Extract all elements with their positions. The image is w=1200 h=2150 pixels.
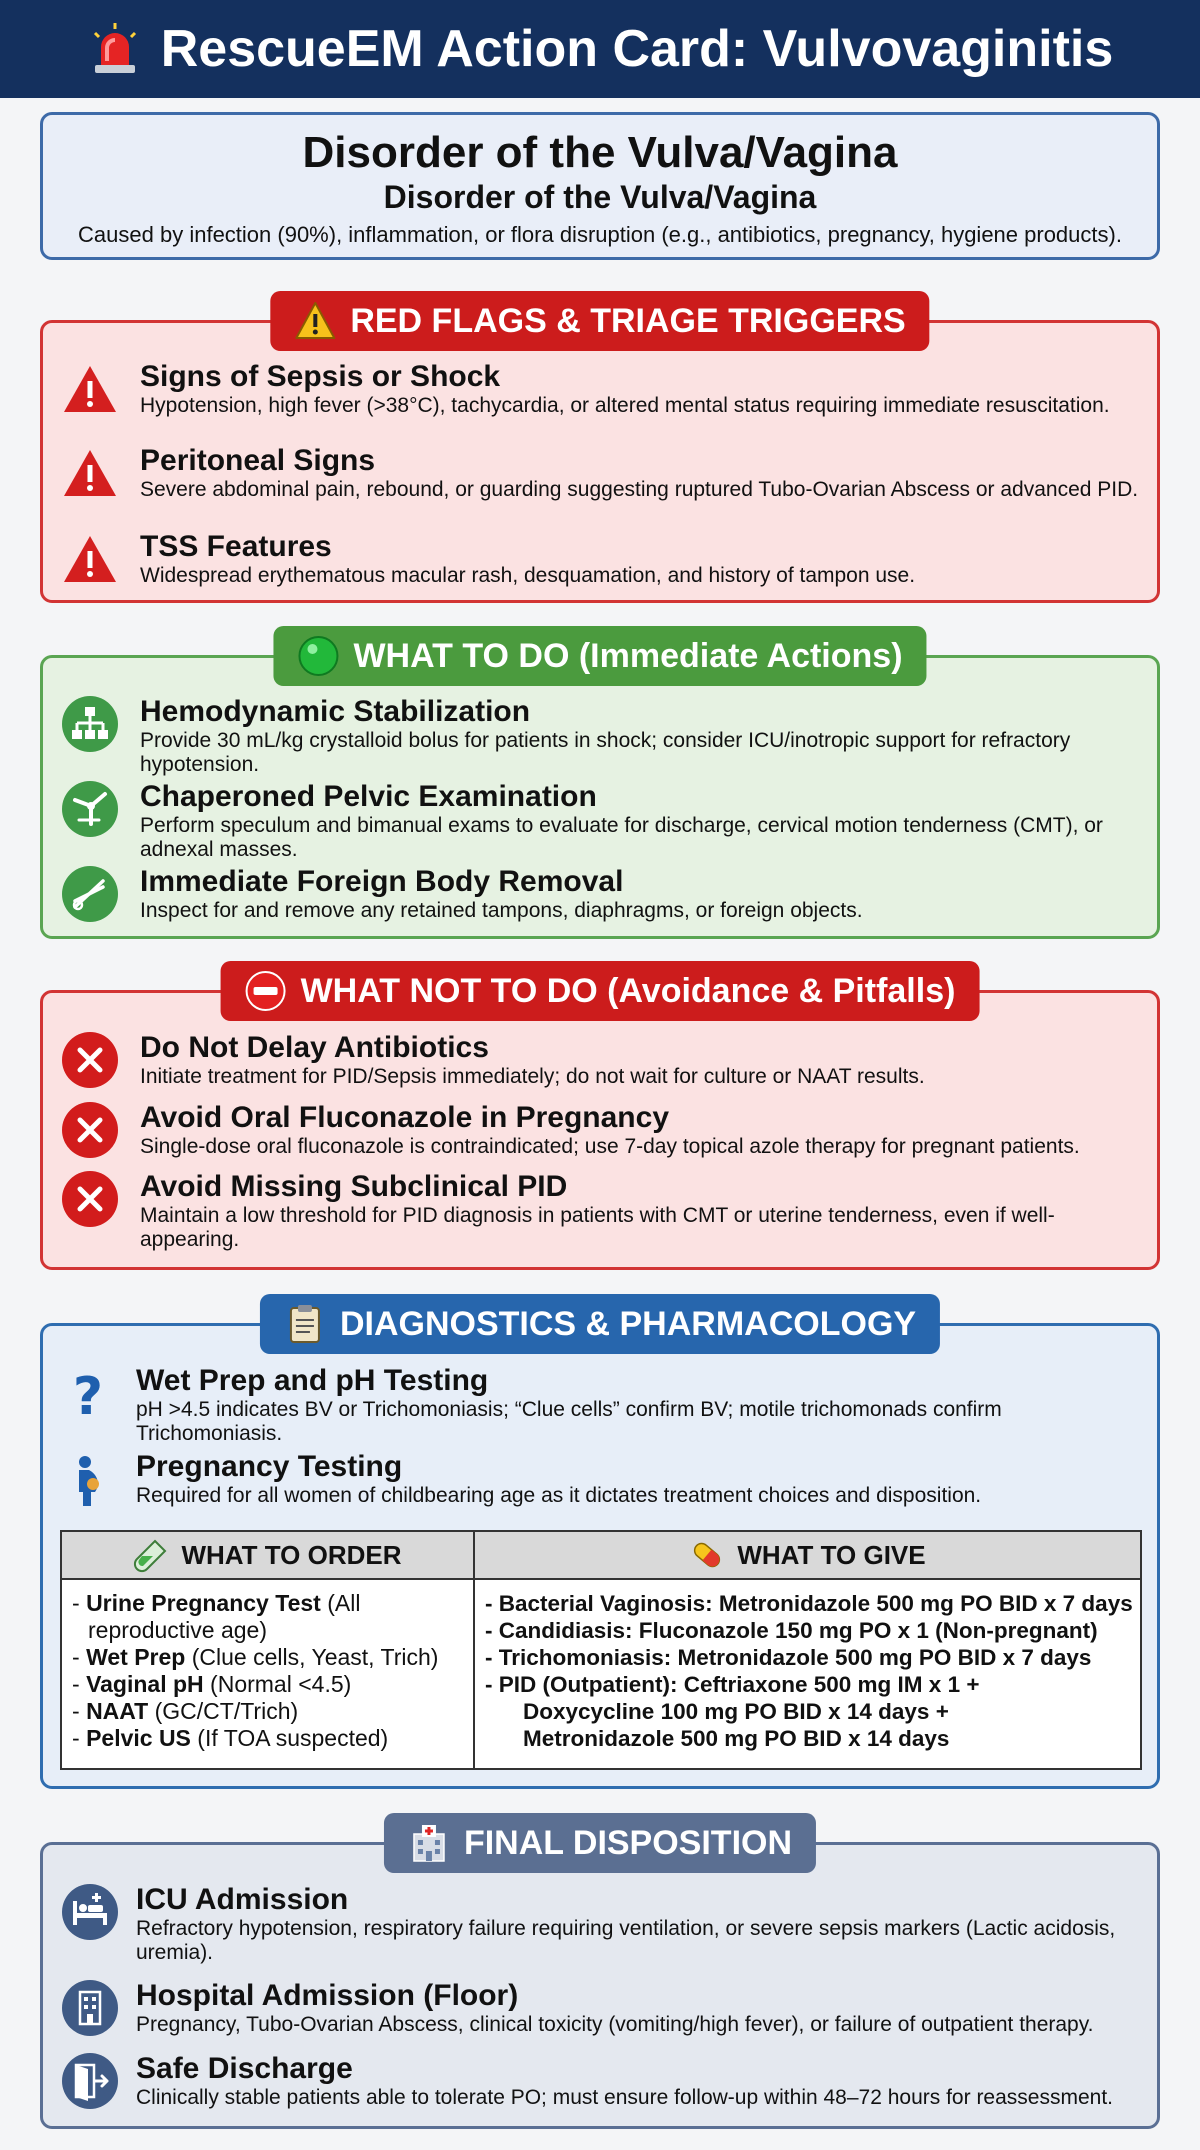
order-list-item: - Pelvic US (If TOA suspected) [72,1725,389,1751]
order-column-header: WHAT TO ORDER [62,1532,473,1580]
warning-icon [294,300,336,342]
warning-triangle-icon [61,444,119,502]
what-to-do-heading: WHAT TO DO (Immediate Actions) [273,626,926,686]
intro-subtitle: Disorder of the Vulva/Vagina [383,179,817,215]
stop-sign-icon [245,970,287,1012]
green-circle-icon [297,635,339,677]
exit-door-icon [61,2052,119,2110]
question-mark-icon [63,1368,113,1422]
order-give-table [60,1530,1142,1770]
siren-icon [87,21,143,77]
red-flags-heading: RED FLAGS & TRIAGE TRIGGERS [270,291,929,351]
x-circle-icon [61,1101,119,1159]
column-divider [473,1532,475,1768]
what-not-to-do-heading: WHAT NOT TO DO (Avoidance & Pitfalls) [221,961,980,1021]
intro-description: Caused by infection (90%), inflammation, or flora disruption (e.g., antibiotics, pregnancy, hygiene products). [78,222,1122,247]
intro-section [40,112,1160,260]
give-column-header: WHAT TO GIVE [475,1532,1140,1580]
hospital-building-icon [61,1979,119,2037]
disposition-heading: FINAL DISPOSITION [384,1813,816,1873]
what-to-do-section: WHAT TO DO (Immediate Actions) Hemodynamic Stabilization Provide 30 mL/kg crystalloid bolus for patients in shock; consider ICU/inotropic support for refractory hypotension. Chaperoned Pelvic Examination Perform speculum and bimanual exams to evaluate for discharge, cervical motion tenderness (CMT), or adnexal masses. Immediate Foreign Body Removal Inspect for and remove any retained tampons, diaphragms, or foreign objects. [40,655,1160,939]
give-list-item: - Bacterial Vaginosis: Metronidazole 500 mg PO BID x 7 days [485,1591,1133,1616]
order-list-item: - NAAT (GC/CT/Trich) [72,1698,299,1724]
clipboard-icon [284,1303,326,1345]
give-list-item: - Candidiasis: Fluconazole 150 mg PO x 1 (Non-pregnant) [485,1618,1098,1643]
header-banner [0,0,1200,98]
what-not-to-do-section: WHAT NOT TO DO (Avoidance & Pitfalls) Do Not Delay Antibiotics Initiate treatment for PID/Sepsis immediately; do not wait for culture or NAAT results. Avoid Oral Fluconazole in Pregnancy Single-dose oral fluconazole is contraindicated; use 7-day topical azole therapy for pregnant patients. Avoid Missing Subclinical PID Maintain a low threshold for PID diagnosis in patients with CMT or uterine tenderness, even if well-appearing. [40,990,1160,1270]
give-list-item: - Trichomoniasis: Metronidazole 500 mg PO BID x 7 days [485,1645,1092,1670]
disposition-section: FINAL DISPOSITION ICU Admission Refractory hypotension, respiratory failure requiring ventilation, or severe sepsis markers (Lactic acidosis, uremia). Hospital Admission (Floor) Pregnancy, Tubo-Ovarian Abscess, clinical toxicity (vomiting/high fever), or failure of outpatient therapy. Safe Discharge Clinically stable patients able to tolerate PO; must ensure follow-up within 48–72 hours for reassessment. [40,1842,1160,2129]
warning-triangle-icon [61,360,119,418]
pregnancy-icon [63,1454,113,1508]
order-list-item: - Vaginal pH (Normal <4.5) [72,1671,352,1697]
pill-capsule-icon [689,1537,725,1573]
give-list [485,1590,1137,1752]
test-tube-icon [133,1537,169,1573]
speculum-icon [61,780,119,838]
give-list-item: Metronidazole 500 mg PO BID x 14 days [523,1726,950,1751]
warning-triangle-icon [61,530,119,588]
diagnostics-section: DIAGNOSTICS & PHARMACOLOGY ? Wet Prep and pH Testing pH >4.5 indicates BV or Trichomoniasis; “Clue cells” confirm BV; motile trichomonads confirm Trichomoniasis. Pregnancy Testing Required for all women of childbearing age as it dictates treatment choices and disposition. WHAT TO ORDER WHAT TO GIVE - Urine Pregnancy Test (All reproductive age) - Wet Prep (Clue cells, Yeast, Trich) - Vaginal pH (Normal <4.5) - NAAT (GC/CT/Trich) - Pelvic US (If TOA suspected) - Bacterial Vaginosis: Metronidazole 500 mg PO BID x 7 days - Candidiasis: Fluconazole 150 mg PO x 1 (Non-pregnant) - Trichomoniasis: Metronidazole 500 mg PO BID x 7 days - PID (Outpatient): Ceftriaxone 500 mg IM x 1 + Doxycycline 100 mg PO BID x 14 days + Metronidazole 500 mg PO BID x 14 days [40,1323,1160,1789]
hospital-bed-icon [61,1883,119,1941]
x-circle-icon [61,1170,119,1228]
forceps-icon [61,865,119,923]
order-list [72,1590,467,1752]
svg-text:?: ? [72,1368,104,1422]
page-title: RescueEM Action Card: Vulvovaginitis [160,20,1114,78]
order-list-item: - Urine Pregnancy Test (All reproductive age) [72,1590,361,1643]
intro-title: Disorder of the Vulva/Vagina [302,128,898,177]
x-circle-icon [61,1031,119,1089]
red-flags-section: RED FLAGS & TRIAGE TRIGGERS Signs of Sepsis or Shock Hypotension, high fever (>38°C), tachycardia, or altered mental status requiring immediate resuscitation. Peritoneal Signs Severe abdominal pain, rebound, or guarding suggesting ruptured Tubo-Ovarian Abscess or advanced PID. TSS Features Widespread erythematous macular rash, desquamation, and history of tampon use. [40,320,1160,603]
hospital-icon [408,1822,450,1864]
diagnostics-heading: DIAGNOSTICS & PHARMACOLOGY [260,1294,940,1354]
give-list-item: - PID (Outpatient): Ceftriaxone 500 mg IM x 1 + [485,1672,980,1697]
flowchart-icon [61,695,119,753]
order-list-item: - Wet Prep (Clue cells, Yeast, Trich) [72,1644,439,1670]
give-list-item: Doxycycline 100 mg PO BID x 14 days + [523,1699,949,1724]
